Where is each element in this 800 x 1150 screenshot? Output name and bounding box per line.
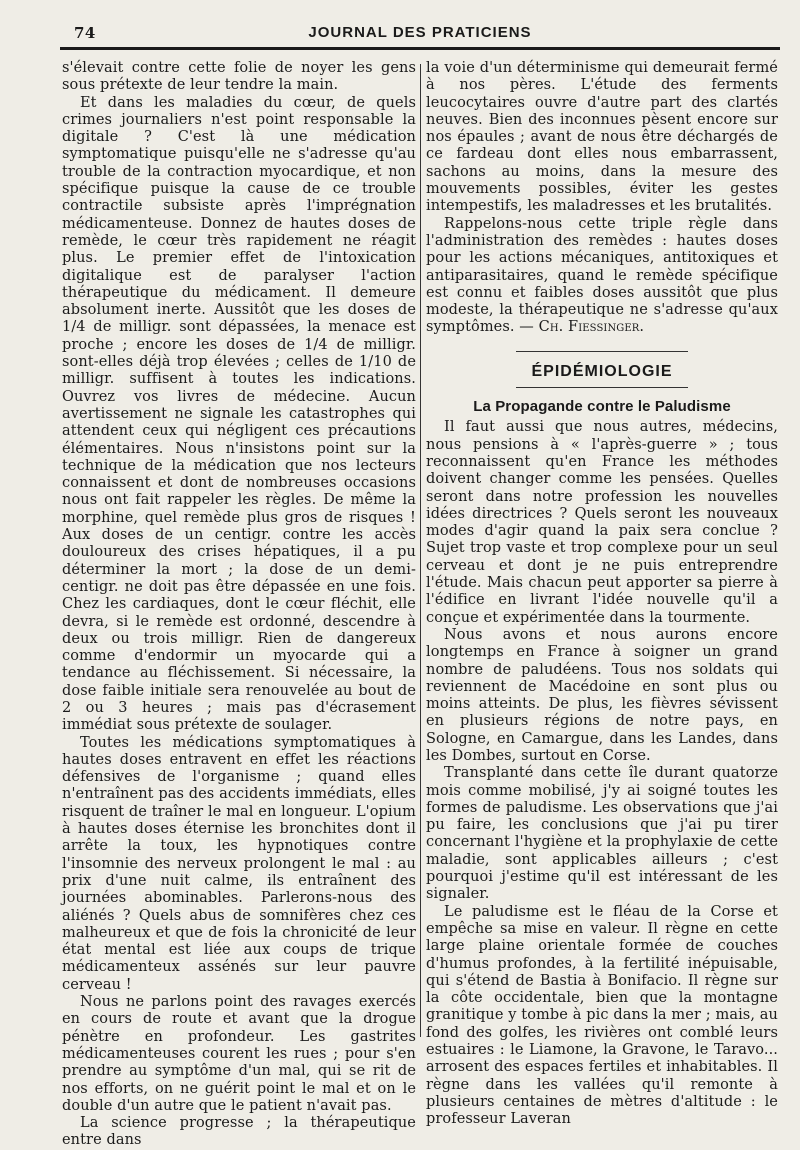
- closing-paragraph: [426, 216, 778, 337]
- paragraph: Transplanté dans cette île durant quatorze mois comme mobilisé, j'y ai soigné toutes les formes de paludisme. Les observations que j'ai pu faire, les conclusions que j'ai pu tirer concernant l'hygiène et la prophylaxie de cette maladie, sont applicables ailleurs ; c'est pourquoi j'estime qu'il est intéressant de les signaler.: [426, 765, 778, 903]
- journal-title: JOURNAL DES PRATICIENS: [308, 24, 532, 41]
- section-rule: [516, 351, 688, 352]
- header-rule: [60, 47, 780, 50]
- paragraph: Et dans les maladies du cœur, de quels crimes journaliers n'est point responsable la digitale ? C'est là une médication symptomatique puisqu'elle ne s'adresse qu'au trouble de la contraction myocardique, et non spécifique puisque la cause de ce trouble contractile subsiste après l'imprégnation médicamenteuse. Donnez de hautes doses de remède, le cœur très rapidement ne réagit plus. Le premier effet de l'intoxication digitalique est de paralyser l'action thérapeutique du médicament. Il demeure absolument inerte. Aussitôt que les doses de 1/4 de milligr. sont dépassées, la menace est proche ; encore les doses de 1/4 de milligr. sont-elles déjà trop élevées ; celles de 1/10 de milligr. suffisent à toutes les indications. Ouvrez vos livres de médecine. Aucun avertissement ne signale les catastrophes qui attendent ceux qui négligent ces précautions élémentaires. Nous n'insistons point sur la technique de la médication que nos lecteurs connaissent et dont de nombreuses occasions nous ont fait rappeler les règles. De même la morphine, quel remède plus gros de risques ! Aux doses de un centigr. contre les accès douloureux des crises hépatiques, il a pu déterminer la mort ; la dose de un demi-centigr. ne doit pas être dépassée en une fois. Chez les cardiaques, dont le cœur fléchit, elle devra, si le remède est ordonné, descendre à deux ou trois milligr. Rien de dangereux comme d'endormir un myocarde qui a tendance au fléchissement. Si nécessaire, la dose faible initiale sera renouvelée au bout de 2 ou 3 heures ; mais pas d'écrasement immédiat sous prétexte de soulager.: [62, 94, 416, 734]
- paragraph: Nous ne parlons point des ravages exercés en cours de route et avant que la drogue pénètre en profondeur. Les gastrites médicamenteuses courent les rues ; pour s'en prendre au symptôme d'un mal, qui se rit de nos efforts, on ne guérit point le mal et on le double d'un autre que le patient n'avait pas.: [62, 994, 416, 1114]
- paragraph: s'élevait contre cette folie de noyer les gens sous prétexte de leur tendre la main.: [62, 60, 416, 94]
- closing-text: Rappelons-nous cette triple règle dans l'administration des remèdes : hautes doses pour les actions mécaniques, antitoxiques et antiparasitaires, quand le remède spécifique est connu et faibles doses aussitôt que plus modeste, la thérapeutique ne s'adresse qu'aux symptômes. —: [426, 215, 778, 336]
- section-block: [426, 351, 778, 388]
- paragraph: la voie d'un déterminisme qui demeurait fermé à nos pères. L'étude des ferments leucocytaires ouvre d'autre part des clartés neuves. Bien des inconnues pèsent encore sur nos épaules ; avant de nous être déchargés de ce fardeau dont elles nous embarrassent, sachons au moins, dans la mesure des mouvements possibles, éviter les gestes intempestifs, les maladresses et les brutalités.: [426, 60, 778, 215]
- column-divider: [420, 64, 421, 1037]
- right-column: [426, 60, 778, 1128]
- section-rule: [516, 387, 688, 388]
- paragraph: Le paludisme est le fléau de la Corse et empêche sa mise en valeur. Il règne en cette large plaine orientale formée de couches d'humus profondes, à la fertilité inépuisable, qui s'étend de Bastia à Bonifacio. Il règne sur la côte occidentale, bien que la montagne granitique y tombe à pic dans la mer ; mais, au fond des golfes, les rivières ont comblé leurs estuaires : le Liamone, la Gravone, le Taravo... arrosent des espaces fertiles et inhabitables. Il règne dans les vallées qu'il remonte à plusieurs centaines de mètres d'altitude : le professeur Laveran: [426, 903, 778, 1128]
- page-header: [60, 22, 780, 44]
- paragraph: Toutes les médications symptomatiques à hautes doses entravent en effet les réactions défensives de l'organisme ; quand elles n'entraînent pas des accidents immédiats, elles risquent de traîner le mal en longueur. L'opium à hautes doses éternise les bronchites dont il arrête la toux, les hypnotiques contre l'insomnie des nerveux prolongent le mal : au prix d'une nuit calme, ils entraînent des journées abominables. Parlerons-nous des aliénés ? Quels abus de somnifères chez ces malheureux et que de fois la chronicité de leur état mental est liée aux coups de trique médicamenteux assénés sur leur pauvre cerveau !: [62, 734, 416, 993]
- paragraph: Il faut aussi que nous autres, médecins, nous pensions à « l'après-guerre » ; tous reconnaissent qu'en France les méthodes doivent changer comme les pensées. Quelles seront dans notre profession les nouvelles idées directrices ? Quels seront les nouveaux modes d'agir quand la paix sera conclue ? Sujet trop vaste et trop complexe pour un seul cerveau et dont je ne puis entreprendre l'étude. Mais chacun peut apporter sa pierre à l'édifice en livrant l'idée nouvelle qu'il a conçue et expérimentée dans la tourmente.: [426, 419, 778, 626]
- paragraph: Nous avons et nous aurons encore longtemps en France à soigner un grand nombre de paludéens. Tous nos soldats qui reviennent de Macédoine en sont plus ou moins atteints. De plus, les fièvres sévissent en plusieurs régions de notre pays, en Sologne, en Camargue, dans les Landes, dans les Dombes, surtout en Corse.: [426, 626, 778, 764]
- author-signature: Ch. Fiessinger.: [538, 319, 645, 336]
- article-title: La Propagande contre le Paludisme: [473, 398, 731, 416]
- section-heading: ÉPIDÉMIOLOGIE: [531, 362, 673, 380]
- paragraph: La science progresse ; la thérapeutique entre dans: [62, 1115, 416, 1149]
- page-number: 74: [74, 24, 96, 42]
- left-column: [62, 60, 416, 1149]
